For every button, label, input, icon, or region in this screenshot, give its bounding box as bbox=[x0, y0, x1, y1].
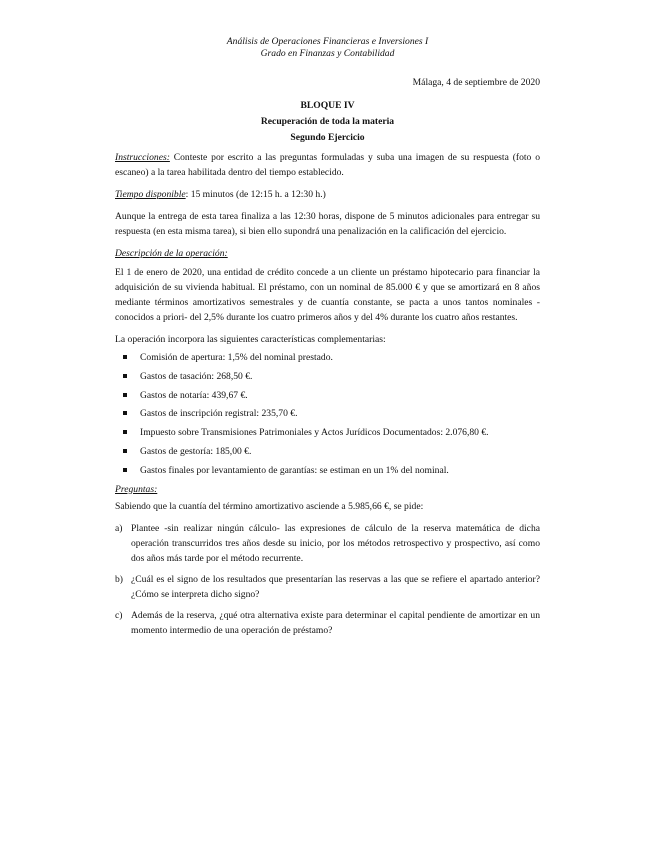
block-title: BLOQUE IV bbox=[300, 100, 355, 111]
bullet-icon bbox=[123, 411, 127, 415]
bullet-icon bbox=[123, 374, 127, 378]
features-intro: La operación incorpora las siguientes características complementarias: bbox=[115, 334, 386, 345]
bullet-icon bbox=[123, 468, 127, 472]
description-text: El 1 de enero de 2020, una entidad de crédito concede a un cliente un préstamo hipotecario para financiar la adquisición de su vivienda habitual. El préstamo, con un nominal de 85.000 € y que se amortizará en 8 años mediante términos amortizativos semestrales y de cuantía constante, se pacta a unos tantos nominales -conocidos a priori- del 2,5% durante los cuatro primeros años y del 4% durante los cuatro años restantes. bbox=[115, 267, 540, 323]
list-item: Gastos de inscripción registral: 235,70 €. bbox=[115, 406, 540, 421]
description-label: Descripción de la operación: bbox=[115, 248, 228, 259]
bullet-icon bbox=[123, 355, 127, 359]
course-title: Análisis de Operaciones Financieras e Inversiones I bbox=[226, 36, 429, 47]
document-header bbox=[115, 36, 540, 60]
bullet-icon bbox=[123, 449, 127, 453]
document-date: Málaga, 4 de septiembre de 2020 bbox=[412, 77, 540, 88]
time-label: Tiempo disponible bbox=[115, 189, 186, 200]
question-letter: a) bbox=[115, 522, 123, 534]
bullet-icon bbox=[123, 393, 127, 397]
question-text: ¿Cuál es el signo de los resultados que presentarían las reservas a las que se refiere el apartado anterior? ¿Cómo se interpreta dicho signo? bbox=[131, 573, 540, 600]
block-subtitle: Recuperación de toda la materia bbox=[260, 116, 395, 127]
question-b bbox=[115, 572, 540, 602]
degree-title: Grado en Finanzas y Contabilidad bbox=[260, 48, 395, 59]
features-list bbox=[115, 350, 540, 478]
questions-label-line bbox=[115, 482, 540, 497]
question-a bbox=[115, 521, 540, 566]
list-item: Comisión de apertura: 1,5% del nominal prestado. bbox=[115, 350, 540, 365]
instructions-paragraph bbox=[115, 150, 540, 180]
instructions-label: Instrucciones: bbox=[115, 152, 170, 163]
exercise-title: Segundo Ejercicio bbox=[290, 132, 365, 143]
delivery-note: Aunque la entrega de esta tarea finaliza a las 12:30 horas, dispone de 5 minutos adicionales para entregar su respuesta (en esta misma tarea), si bien ello supondrá una penalización en la calificación del ejercicio. bbox=[115, 211, 540, 237]
questions-intro: Sabiendo que la cuantía del término amortizativo asciende a 5.985,66 €, se pide: bbox=[115, 500, 424, 512]
bullet-icon bbox=[123, 430, 127, 434]
question-letter: b) bbox=[115, 573, 123, 585]
list-item: Gastos de gestoría: 185,00 €. bbox=[115, 444, 540, 459]
question-c bbox=[115, 608, 540, 638]
title-block bbox=[115, 98, 540, 146]
instructions-text: Conteste por escrito a las preguntas formuladas y suba una imagen de su respuesta (foto o escaneo) a la tarea habilitada dentro del tiempo establecido. bbox=[115, 152, 540, 178]
time-paragraph bbox=[115, 187, 540, 202]
questions-label: Preguntas: bbox=[115, 483, 158, 495]
question-text: Plantee -sin realizar ningún cálculo- las expresiones de cálculo de la reserva matemática de dicha operación transcurridos tres años desde su inicio, por los métodos retrospectivo y prospectivo, así como dos años más tarde por el método recurrente. bbox=[131, 522, 540, 564]
document-page bbox=[115, 36, 540, 644]
list-item: Gastos de notaría: 439,67 €. bbox=[115, 388, 540, 403]
list-item: Gastos finales por levantamiento de garantías: se estiman en un 1% del nominal. bbox=[115, 463, 540, 478]
list-item: Gastos de tasación: 268,50 €. bbox=[115, 369, 540, 384]
question-letter: c) bbox=[115, 609, 123, 621]
list-item: Impuesto sobre Transmisiones Patrimoniales y Actos Jurídicos Documentados: 2.076,80 €. bbox=[115, 425, 540, 440]
description-label-line bbox=[115, 246, 540, 261]
question-text: Además de la reserva, ¿qué otra alternativa existe para determinar el capital pendiente de amortizar en un momento intermedio de una operación de préstamo? bbox=[131, 609, 540, 636]
time-text: : 15 minutos (de 12:15 h. a 12:30 h.) bbox=[185, 189, 326, 200]
